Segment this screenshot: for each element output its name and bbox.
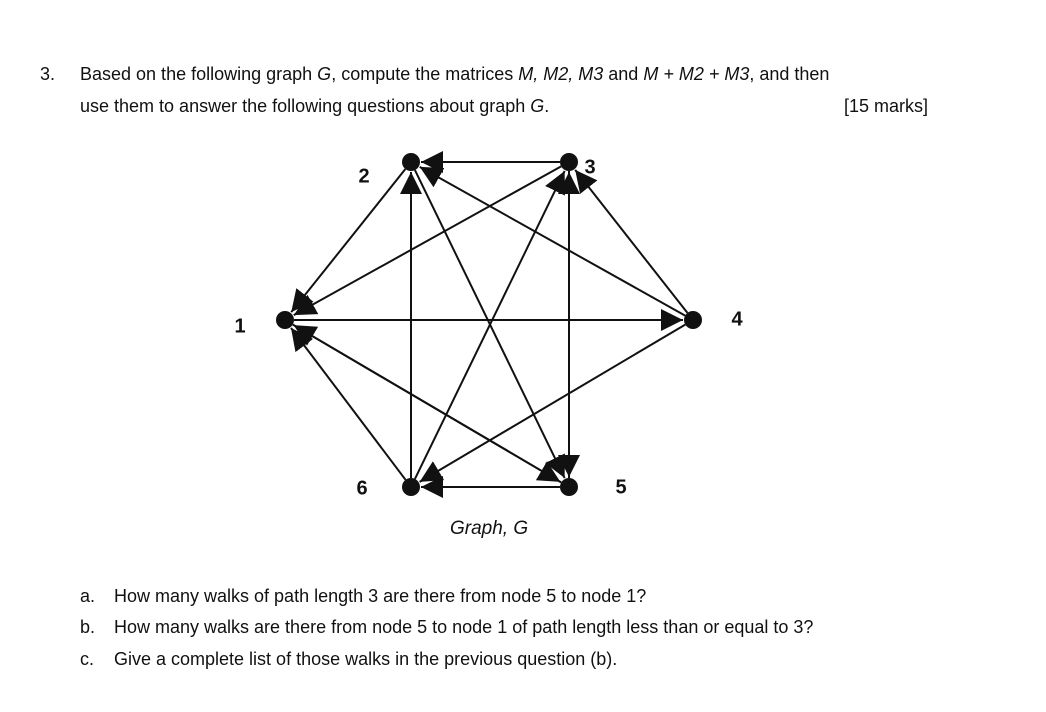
node-6 bbox=[402, 478, 420, 496]
edge-3-to-1 bbox=[294, 166, 561, 315]
edge-6-to-1 bbox=[291, 328, 406, 480]
subquestion-a-text: How many walks of path length 3 are there from node 5 to node 1? bbox=[114, 586, 647, 606]
node-label-2: 2 bbox=[358, 165, 370, 188]
question-number: 3. bbox=[40, 64, 56, 84]
line1-suffix: , and then bbox=[749, 64, 830, 84]
node-label-5: 5 bbox=[615, 476, 627, 499]
subquestion-c-letter: c. bbox=[80, 649, 95, 669]
subquestion-c-text: Give a complete list of those walks in the previous question (b). bbox=[114, 649, 618, 669]
node-4 bbox=[684, 311, 702, 329]
graph-symbol: G bbox=[317, 64, 332, 84]
line1-mid: , compute the matrices bbox=[331, 64, 519, 84]
edge-2-to-1 bbox=[291, 169, 405, 312]
edge-4-to-6 bbox=[420, 325, 686, 482]
line1-and: and bbox=[603, 64, 644, 84]
node-5 bbox=[560, 478, 578, 496]
node-1 bbox=[276, 311, 294, 329]
node-label-6: 6 bbox=[356, 477, 368, 500]
matrices-list: M, M2, M3 bbox=[518, 64, 604, 84]
node-label-1: 1 bbox=[234, 315, 246, 338]
subquestion-b-letter: b. bbox=[80, 617, 96, 637]
marks-label: [15 marks] bbox=[844, 96, 929, 116]
subquestion-a-letter: a. bbox=[80, 586, 96, 606]
matrix-sum: M + M2 + M3 bbox=[643, 64, 750, 84]
node-label-3: 3 bbox=[584, 156, 596, 179]
node-label-4: 4 bbox=[731, 308, 743, 331]
edge-4-to-3 bbox=[575, 170, 687, 313]
node-2 bbox=[402, 153, 420, 171]
subquestion-b-text: How many walks are there from node 5 to node 1 of path length less than or equal to 3? bbox=[114, 617, 814, 637]
line2-prefix: use them to answer the following questions about graph bbox=[80, 96, 531, 116]
graph-caption: Graph, G bbox=[450, 518, 529, 539]
line2-suffix: . bbox=[544, 96, 550, 116]
graph-symbol-2: G bbox=[530, 96, 545, 116]
edge-1-to-5 bbox=[293, 325, 561, 482]
edge-4-to-2 bbox=[420, 167, 685, 316]
line1-prefix: Based on the following graph bbox=[80, 64, 318, 84]
node-3 bbox=[560, 153, 578, 171]
